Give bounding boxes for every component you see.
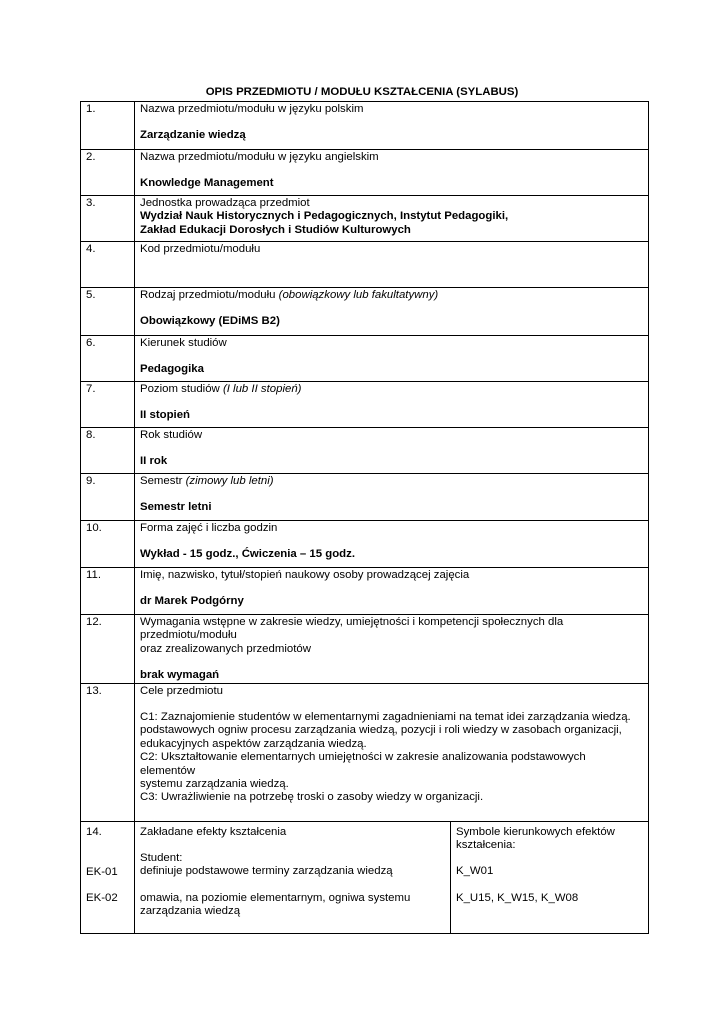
table-row xyxy=(81,382,649,428)
row-content xyxy=(135,683,649,821)
table-row xyxy=(81,683,649,821)
row-label: Cele przedmiotu xyxy=(140,684,223,697)
row-label: Rok studiów xyxy=(140,429,203,441)
row-content xyxy=(135,196,649,242)
student-label: Student: xyxy=(140,852,183,865)
row-number: 8. xyxy=(81,428,135,474)
syllabus-table xyxy=(80,101,649,934)
row-label: Nazwa przedmiotu/modułu w języku polskim xyxy=(140,103,364,115)
effect-code: EK-02 xyxy=(86,892,118,905)
table-row xyxy=(81,102,649,150)
row-number: 13. xyxy=(81,683,135,821)
row-label: Kod przedmiotu/modułu xyxy=(140,243,261,255)
effect-text: omawia, na poziomie elementarnym, ogniwa systemu xyxy=(140,891,411,904)
row-label-text: Poziom studiów xyxy=(140,383,223,395)
row-value-line: Zakład Edukacji Dorosłych i Studiów Kulturowych xyxy=(140,223,411,236)
effects-symbols-cell xyxy=(451,821,649,933)
effect-text: zarządzania wiedzą xyxy=(140,905,241,918)
effect-symbols: K_U15, K_W15, K_W08 xyxy=(456,891,579,904)
row-number xyxy=(81,821,135,933)
table-row xyxy=(81,242,649,288)
row-label: Jednostka prowadząca przedmiot xyxy=(140,197,310,209)
row-content xyxy=(135,150,649,196)
row-number: 5. xyxy=(81,288,135,336)
row-number: 10. xyxy=(81,521,135,568)
row-content xyxy=(135,242,649,288)
row-value: Knowledge Management xyxy=(140,177,274,190)
table-row xyxy=(81,336,649,382)
row-number: 2. xyxy=(81,150,135,196)
row-label-hint: (zimowy lub letni) xyxy=(185,475,274,487)
row-value: dr Marek Podgórny xyxy=(140,595,244,608)
row-label xyxy=(140,475,643,488)
row-label-line: Wymagania wstępne w zakresie wiedzy, umiejętności i kompetencji społecznych dla przedmiotu/modułu xyxy=(140,616,564,642)
row-value: Obowiązkowy (EDiMS B2) xyxy=(140,315,280,328)
row-content xyxy=(135,382,649,428)
row-label-hint: (I lub II stopień) xyxy=(222,383,302,395)
row-number: 4. xyxy=(81,242,135,288)
row-number: 9. xyxy=(81,474,135,521)
effect-symbols: K_W01 xyxy=(456,865,494,878)
row-value-line: Wydział Nauk Historycznych i Pedagogicznych, Instytut Pedagogiki, xyxy=(140,210,509,223)
symbols-header: kształcenia: xyxy=(456,839,516,852)
row-content xyxy=(135,102,649,150)
row-content xyxy=(135,568,649,615)
objective-line: C1: Zaznajomienie studentów w elementarnymi zagadnieniami na temat idei zarządzania wiedzą. xyxy=(140,711,631,724)
row-value: Zarządzanie wiedzą xyxy=(140,129,246,142)
table-row xyxy=(81,428,649,474)
row-number: 6. xyxy=(81,336,135,382)
row-value: II rok xyxy=(140,455,168,468)
table-row xyxy=(81,288,649,336)
row-number-text: 14. xyxy=(86,825,102,838)
objective-line: edukacyjnych aspektów zarządzania wiedzą. xyxy=(140,737,367,750)
row-label: Zakładane efekty kształcenia xyxy=(140,825,287,838)
row-label: Forma zajęć i liczba godzin xyxy=(140,522,278,534)
row-label-text: Rodzaj przedmiotu/modułu xyxy=(140,289,279,301)
table-row xyxy=(81,196,649,242)
effects-description-cell xyxy=(135,821,451,933)
effect-text: definiuje podstawowe terminy zarządzania wiedzą xyxy=(140,865,393,878)
objective-line: podstawowych ogniw procesu zarządzania wiedzą, pozycji i roli wiedzy w zasobach organizacji, xyxy=(140,724,622,737)
row-label xyxy=(140,289,643,302)
row-value: II stopień xyxy=(140,409,190,422)
objective-line: C3: Uwrażliwienie na potrzebę troski o zasoby wiedzy w organizacji. xyxy=(140,791,484,804)
objective-line: systemu zarządzania wiedzą. xyxy=(140,778,289,791)
row-label-line: oraz zrealizowanych przedmiotów xyxy=(140,642,311,655)
row-content xyxy=(135,428,649,474)
row-value: brak wymagań xyxy=(140,669,220,682)
symbols-header: Symbole kierunkowych efektów xyxy=(456,825,615,838)
row-label-text: Semestr xyxy=(140,475,186,487)
table-row xyxy=(81,150,649,196)
row-label: Nazwa przedmiotu/modułu w języku angielskim xyxy=(140,151,379,163)
row-label: Kierunek studiów xyxy=(140,337,227,349)
row-content xyxy=(135,474,649,521)
objective-line: C2: Ukształtowanie elementarnych umiejętności w zakresie analizowania podstawowych elementów xyxy=(140,751,586,777)
row-label-hint: (obowiązkowy lub fakultatywny) xyxy=(278,289,439,301)
table-row xyxy=(81,568,649,615)
row-label xyxy=(140,383,643,396)
row-value: Wykład - 15 godz., Ćwiczenia – 15 godz. xyxy=(140,548,355,561)
row-number: 3. xyxy=(81,196,135,242)
row-number: 7. xyxy=(81,382,135,428)
document-title: OPIS PRZEDMIOTU / MODUŁU KSZTAŁCENIA (SYLABUS) xyxy=(205,86,519,98)
row-number: 12. xyxy=(81,615,135,684)
row-content xyxy=(135,336,649,382)
row-content xyxy=(135,288,649,336)
row-value: Semestr letni xyxy=(140,501,212,514)
table-row xyxy=(81,474,649,521)
table-row xyxy=(81,615,649,684)
row-number: 1. xyxy=(81,102,135,150)
effect-code: EK-01 xyxy=(86,866,118,879)
row-label: Imię, nazwisko, tytuł/stopień naukowy osoby prowadzącej zajęcia xyxy=(140,569,470,581)
row-value: Pedagogika xyxy=(140,363,204,376)
row-number: 11. xyxy=(81,568,135,615)
table-row xyxy=(81,821,649,933)
table-row xyxy=(81,521,649,568)
row-content xyxy=(135,521,649,568)
row-content xyxy=(135,615,649,684)
